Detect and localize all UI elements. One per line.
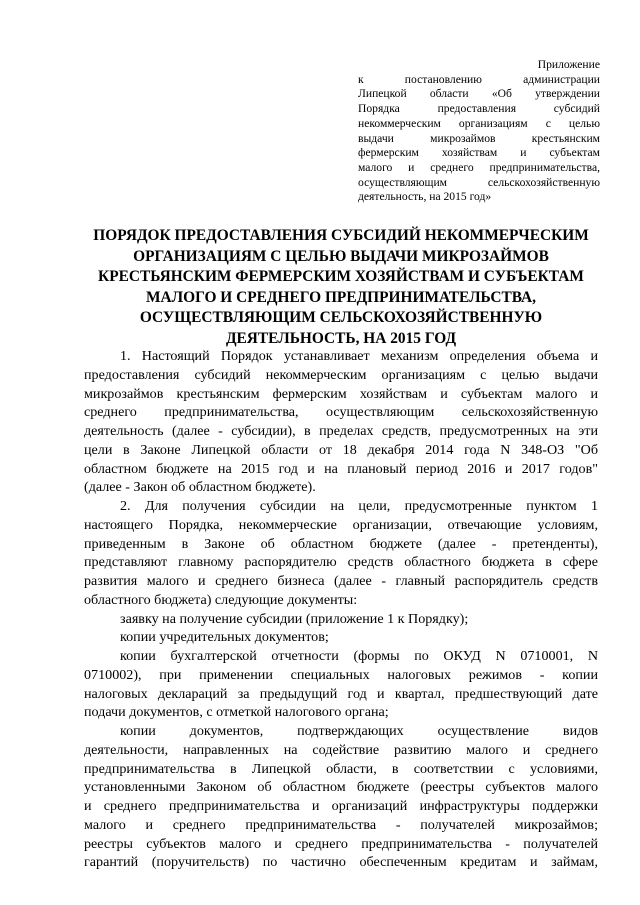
body-line: среднего предпринимательства, осуществляющим сельскохозяйственную — [84, 404, 598, 421]
appendix-line: Липецкой области «Об утверждении — [358, 87, 600, 101]
appendix-line: Приложение — [537, 58, 600, 71]
body-line: предоставления субсидий некоммерческим организациям с целью выдачи — [84, 366, 598, 383]
body-line: цели в Законе Липецкой области от 18 декабря 2014 года N 348-ОЗ "Об — [84, 441, 598, 458]
body-line: налоговых деклараций за предыдущий год и квартал, предшествующий дате — [84, 685, 598, 702]
body-line: предпринимательства в Липецкой области, в соответствии с условиями, — [84, 760, 598, 777]
document-body — [84, 347, 598, 872]
appendix-line: выдачи микрозаймов крестьянским — [358, 131, 600, 145]
title-line: ОРГАНИЗАЦИЯМ С ЦЕЛЬЮ ВЫДАЧИ МИКРОЗАЙМОВ — [133, 247, 549, 265]
body-line: 0710002), при применении специальных налоговых режимов - копии — [84, 666, 598, 683]
body-line: представляют главному распорядителю средств областного бюджета в сфере — [84, 554, 598, 571]
body-line: развития малого и среднего бизнеса (далее - главный распорядитель средств — [84, 573, 598, 589]
body-line: реестры субъектов малого и среднего предпринимательства - получателей — [84, 835, 598, 852]
body-line: деятельность (далее - субсидии), в пределах средств, предусмотренных на эти — [84, 423, 598, 439]
body-line: заявку на получение субсидии (приложение 1 к Порядку); — [120, 610, 469, 627]
appendix-line: фермерским хозяйствам и субъектам — [358, 146, 600, 160]
body-line: микрозаймов крестьянским фермерским хозяйствам и субъектам малого и — [84, 385, 598, 402]
body-line: и среднего предпринимательства и организаций инфраструктуры поддержки — [84, 798, 598, 814]
body-line: областного бюджета) следующие документы: — [84, 591, 358, 608]
title-line: ДЕЯТЕЛЬНОСТЬ, НА 2015 ГОД — [225, 329, 457, 347]
body-line: малого и среднего предпринимательства - получателей микрозаймов; — [84, 816, 598, 833]
title-line: ПОРЯДОК ПРЕДОСТАВЛЕНИЯ СУБСИДИЙ НЕКОММЕРЧЕСКИМ — [93, 227, 589, 244]
body-line: гарантий (поручительств) по частично обеспеченным кредитам и займам, — [84, 854, 598, 871]
body-line: установленными Законом об областном бюджете (реестры субъектов малого — [84, 779, 598, 796]
body-line: настоящего Порядка, некоммерческие организации, отвечающие условиям, — [84, 516, 598, 533]
body-line: (далее - Закон об областном бюджете). — [84, 479, 316, 496]
body-line: копии документов, подтверждающих осуществление видов — [120, 723, 598, 739]
appendix-line: к постановлению администрации — [358, 72, 600, 86]
body-line: 1. Настоящий Порядок устанавливает механизм определения объема и — [120, 348, 598, 364]
body-line: приведенным в Законе об областном бюджете (далее - претенденты), — [84, 535, 598, 552]
appendix-note — [358, 58, 600, 205]
body-line: копии учредительных документов; — [120, 629, 329, 646]
title-line: КРЕСТЬЯНСКИМ ФЕРМЕРСКИМ ХОЗЯЙСТВАМ И СУБЪЕКТАМ — [98, 268, 584, 286]
body-line: деятельности, направленных на содействие развитию малого и среднего — [84, 741, 598, 758]
document-title — [84, 226, 598, 350]
body-line: областном бюджете на 2015 год и на плановый период 2016 и 2017 годов" — [84, 460, 598, 477]
appendix-line: деятельность, на 2015 год» — [358, 190, 492, 204]
appendix-line: некоммерческим организациям с целью — [358, 116, 600, 130]
title-line: ОСУЩЕСТВЛЯЮЩИМ СЕЛЬСКОХОЗЯЙСТВЕННУЮ — [139, 309, 543, 327]
body-line: копии бухгалтерской отчетности (формы по ОКУД N 0710001, N — [120, 648, 598, 664]
body-line: 2. Для получения субсидии на цели, предусмотренные пунктом 1 — [120, 498, 598, 514]
title-line: МАЛОГО И СРЕДНЕГО ПРЕДПРИНИМАТЕЛЬСТВА, — [146, 288, 536, 306]
appendix-line: осуществляющим сельскохозяйственную — [358, 175, 600, 189]
body-line: подачи документов, с отметкой налогового органа; — [84, 704, 389, 721]
appendix-line: Порядка предоставления субсидий — [358, 102, 600, 116]
appendix-line: малого и среднего предпринимательства, — [358, 160, 600, 174]
